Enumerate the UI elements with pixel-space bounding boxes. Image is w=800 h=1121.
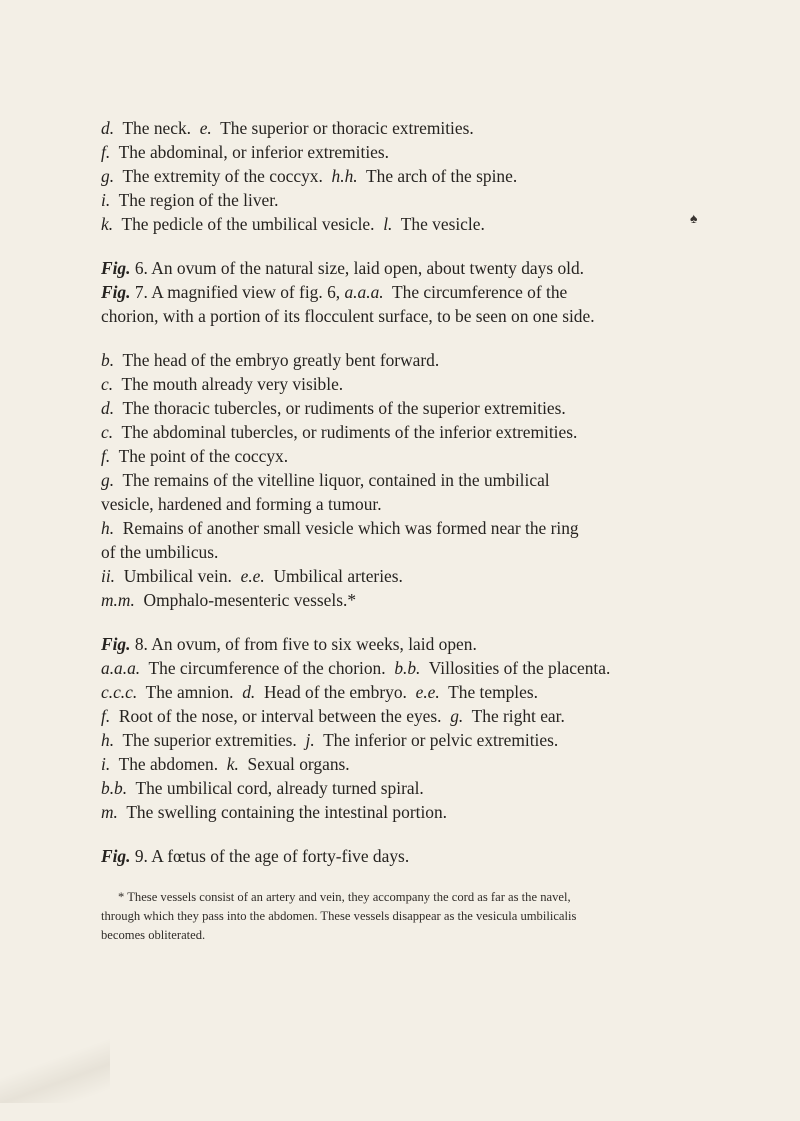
item-label: h.h. [331, 166, 358, 186]
legend-line [101, 164, 701, 188]
legend-line [101, 444, 701, 468]
item-text: Root of the nose, or interval between the eyes. [118, 706, 442, 726]
fig-label: Fig. [101, 634, 131, 654]
item-label: g. [101, 470, 115, 490]
item-text: The arch of the spine. [366, 166, 518, 186]
item-label: m.m. [101, 590, 135, 610]
fig-6-caption [101, 256, 701, 280]
item-text: vesicle, hardened and forming a tumour. [101, 494, 382, 514]
fig-label: Fig. [101, 258, 131, 278]
item-text: The umbilical cord, already turned spiral. [135, 778, 424, 798]
item-text: The temples. [448, 682, 538, 702]
item-text: The right ear. [471, 706, 565, 726]
item-text: The abdominal, or inferior extremities. [118, 142, 390, 162]
fig-9-caption [101, 844, 701, 868]
fig-label: Fig. [101, 846, 131, 866]
legend-line [101, 564, 701, 588]
item-label: g. [101, 166, 115, 186]
item-text: Umbilical vein. [123, 566, 232, 586]
item-text: The neck. [122, 118, 191, 138]
item-label: d. [101, 398, 115, 418]
item-text: The thoracic tubercles, or rudiments of the superior extremities. [122, 398, 566, 418]
fig-text: 7. A magnified view of fig. 6, [134, 282, 341, 302]
fig-text: 8. An ovum, of from five to six weeks, laid open. [134, 634, 477, 654]
item-text: The amnion. [145, 682, 234, 702]
item-text: Sexual organs. [247, 754, 350, 774]
item-label: l. [383, 214, 393, 234]
fig-8-caption [101, 632, 701, 656]
item-text: The superior or thoracic extremities. [220, 118, 474, 138]
item-text: Head of the embryo. [263, 682, 407, 702]
item-label: f. [101, 446, 111, 466]
item-text: Villosities of the placenta. [428, 658, 611, 678]
item-text: The remains of the vitelline liquor, contained in the umbilical [122, 470, 550, 490]
item-text: The pedicle of the umbilical vesicle. [121, 214, 375, 234]
item-text: The head of the embryo greatly bent forward. [122, 350, 440, 370]
legend-line [101, 468, 701, 492]
item-label: j. [305, 730, 315, 750]
legend-line [101, 188, 701, 212]
item-label: m. [101, 802, 118, 822]
legend-line [101, 140, 701, 164]
fig-7-continuation [101, 304, 701, 328]
legend-line [101, 656, 701, 680]
item-label: a.a.a. [101, 658, 141, 678]
item-text: The vesicle. [400, 214, 485, 234]
item-label: e.e. [240, 566, 265, 586]
legend-line [101, 776, 701, 800]
fig-text: The circumference of the [392, 282, 568, 302]
item-label: c. [101, 374, 114, 394]
fig-text: 6. An ovum of the natural size, laid open, about twenty days old. [134, 258, 585, 278]
paper-stain [0, 1013, 110, 1103]
item-label: h. [101, 730, 115, 750]
item-label: d. [242, 682, 256, 702]
item-text: Umbilical arteries. [273, 566, 403, 586]
legend-line [101, 348, 701, 372]
item-label: g. [450, 706, 464, 726]
item-text: Omphalo-mesenteric vessels.* [143, 590, 357, 610]
item-label: c. [101, 422, 114, 442]
legend-line [101, 116, 701, 140]
legend-line [101, 372, 701, 396]
footnote-line: through which they pass into the abdomen. These vessels disappear as the vesicula umbilicalis [101, 909, 577, 923]
item-label: f. [101, 142, 111, 162]
legend-line [101, 212, 701, 236]
legend-line [101, 704, 701, 728]
item-label: a.a.a. [344, 282, 384, 302]
item-label: e.e. [415, 682, 440, 702]
item-label: e. [199, 118, 212, 138]
item-label: b. [101, 350, 115, 370]
item-text: The mouth already very visible. [121, 374, 344, 394]
fig-text: chorion, with a portion of its flocculent surface, to be seen on one side. [101, 306, 595, 326]
legend-line [101, 588, 701, 612]
item-text: The superior extremities. [122, 730, 297, 750]
item-text: The region of the liver. [118, 190, 279, 210]
legend-line [101, 728, 701, 752]
item-text: The inferior or pelvic extremities. [323, 730, 559, 750]
item-label: k. [226, 754, 239, 774]
item-label: i. [101, 754, 111, 774]
item-label: b.b. [101, 778, 128, 798]
footnote-line: becomes obliterated. [101, 928, 206, 942]
legend-line [101, 516, 701, 540]
legend-line [101, 680, 701, 704]
legend-line [101, 396, 701, 420]
item-text: The swelling containing the intestinal portion. [126, 802, 448, 822]
legend-line-continuation [101, 540, 701, 564]
item-text: The circumference of the chorion. [148, 658, 386, 678]
item-label: h. [101, 518, 115, 538]
item-text: of the umbilicus. [101, 542, 219, 562]
legend-line [101, 752, 701, 776]
item-text: Remains of another small vesicle which was formed near the ring [122, 518, 579, 538]
fig-label: Fig. [101, 282, 131, 302]
item-label: c.c.c. [101, 682, 138, 702]
item-label: d. [101, 118, 115, 138]
item-text: The point of the coccyx. [118, 446, 289, 466]
item-label: i. [101, 190, 111, 210]
fig-text: 9. A fœtus of the age of forty-five days. [134, 846, 410, 866]
item-text: The extremity of the coccyx. [122, 166, 323, 186]
item-text: The abdomen. [118, 754, 219, 774]
legend-line [101, 420, 701, 444]
legend-line [101, 800, 701, 824]
legend-line-continuation [101, 492, 701, 516]
item-text: The abdominal tubercles, or rudiments of the inferior extremities. [121, 422, 578, 442]
fig-7-caption [101, 280, 701, 304]
item-label: k. [101, 214, 114, 234]
footnote-line: * These vessels consist of an artery and vein, they accompany the cord as far as the navel, [118, 890, 571, 904]
marginal-mark: ♠ [690, 212, 698, 227]
item-label: f. [101, 706, 111, 726]
item-label: ii. [101, 566, 116, 586]
item-label: b.b. [394, 658, 421, 678]
